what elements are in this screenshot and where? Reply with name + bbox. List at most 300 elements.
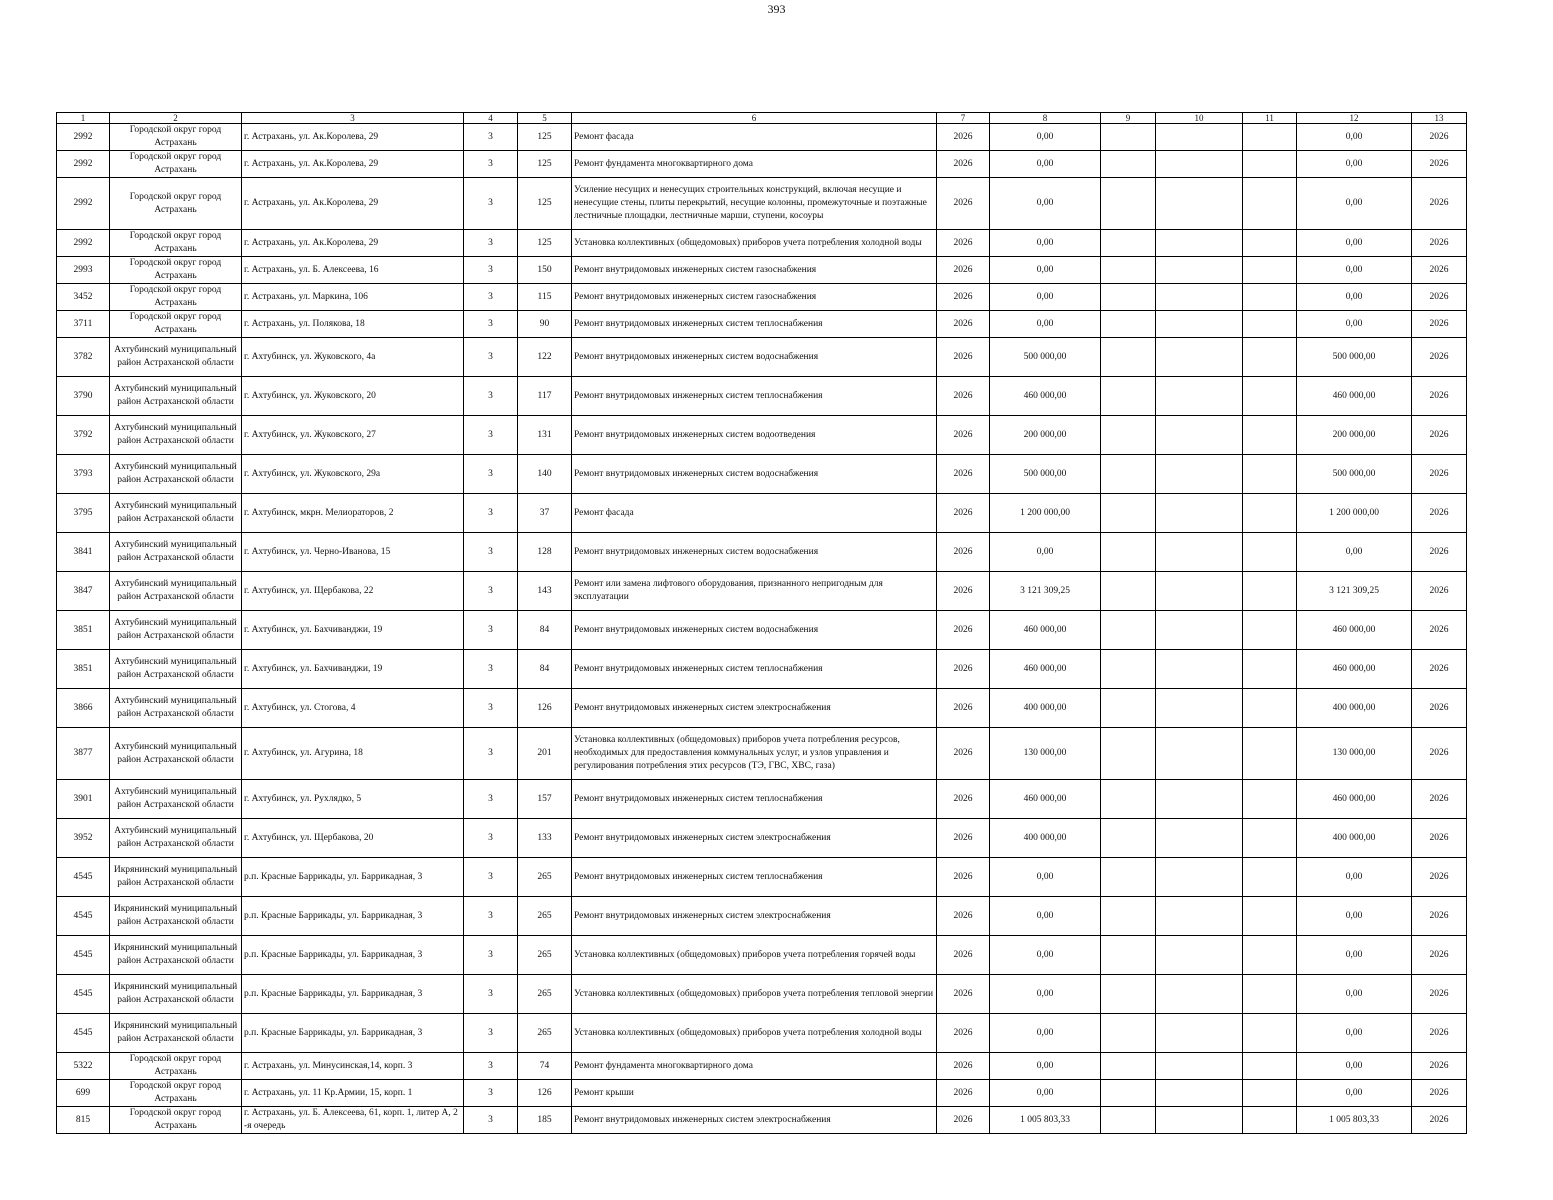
year-end-cell: 2026 xyxy=(1412,338,1467,377)
address-cell: г. Астрахань, ул. Маркина, 106 xyxy=(242,284,464,311)
municipality-cell: Ахтубинский муниципальный район Астраханской области xyxy=(110,611,242,650)
col10-cell xyxy=(1156,936,1243,975)
row-id-cell: 3901 xyxy=(57,780,110,819)
year-end-cell: 2026 xyxy=(1412,572,1467,611)
amount-cell: 0,00 xyxy=(990,284,1101,311)
address-cell: г. Ахтубинск, ул. Щербакова, 22 xyxy=(242,572,464,611)
col5-cell: 143 xyxy=(518,572,572,611)
year-end-cell: 2026 xyxy=(1412,494,1467,533)
address-cell: г. Ахтубинск, ул. Бахчиванджи, 19 xyxy=(242,650,464,689)
municipality-cell: Икрянинский муниципальный район Астраханской области xyxy=(110,858,242,897)
col10-cell xyxy=(1156,689,1243,728)
year-end-cell: 2026 xyxy=(1412,728,1467,780)
year-cell: 2026 xyxy=(937,178,990,230)
amount-cell: 0,00 xyxy=(990,124,1101,151)
amount-cell: 0,00 xyxy=(990,1014,1101,1053)
municipality-cell: Городской округ город Астрахань xyxy=(110,151,242,178)
year-cell: 2026 xyxy=(937,230,990,257)
municipality-cell: Ахтубинский муниципальный район Астраханской области xyxy=(110,338,242,377)
work-type-cell: Ремонт фундамента многоквартирного дома xyxy=(572,151,937,178)
table-row xyxy=(57,178,1467,230)
amount-total-cell: 500 000,00 xyxy=(1297,338,1412,377)
work-type-cell: Ремонт внутридомовых инженерных систем теплоснабжения xyxy=(572,377,937,416)
col4-cell: 3 xyxy=(464,650,518,689)
table-row xyxy=(57,377,1467,416)
year-end-cell: 2026 xyxy=(1412,151,1467,178)
col10-cell xyxy=(1156,611,1243,650)
year-end-cell: 2026 xyxy=(1412,455,1467,494)
row-id-cell: 3866 xyxy=(57,689,110,728)
table-row xyxy=(57,611,1467,650)
col9-cell xyxy=(1101,780,1156,819)
year-cell: 2026 xyxy=(937,936,990,975)
col9-cell xyxy=(1101,936,1156,975)
year-cell: 2026 xyxy=(937,611,990,650)
municipality-cell: Ахтубинский муниципальный район Астраханской области xyxy=(110,780,242,819)
year-end-cell: 2026 xyxy=(1412,284,1467,311)
amount-cell: 0,00 xyxy=(990,975,1101,1014)
row-id-cell: 3790 xyxy=(57,377,110,416)
col10-cell xyxy=(1156,858,1243,897)
address-cell: г. Ахтубинск, ул. Жуковского, 27 xyxy=(242,416,464,455)
year-end-cell: 2026 xyxy=(1412,689,1467,728)
col5-cell: 265 xyxy=(518,975,572,1014)
table-row xyxy=(57,975,1467,1014)
municipality-cell: Городской округ город Астрахань xyxy=(110,257,242,284)
address-cell: г. Астрахань, ул. Полякова, 18 xyxy=(242,311,464,338)
row-id-cell: 3782 xyxy=(57,338,110,377)
address-cell: р.п. Красные Баррикады, ул. Баррикадная, 3 xyxy=(242,1014,464,1053)
col4-cell: 3 xyxy=(464,124,518,151)
year-end-cell: 2026 xyxy=(1412,780,1467,819)
work-type-cell: Усиление несущих и ненесущих строительных конструкций, включая несущие и ненесущие стены, плиты перекрытий, несущие колонны, промежуточные и поэтажные лестничные площадки, лестничные марши, ступени, косоуры xyxy=(572,178,937,230)
col10-cell xyxy=(1156,1080,1243,1107)
row-id-cell: 4545 xyxy=(57,1014,110,1053)
table-row xyxy=(57,728,1467,780)
col5-cell: 84 xyxy=(518,611,572,650)
amount-total-cell: 460 000,00 xyxy=(1297,377,1412,416)
amount-total-cell: 400 000,00 xyxy=(1297,819,1412,858)
row-id-cell: 3851 xyxy=(57,611,110,650)
year-cell: 2026 xyxy=(937,494,990,533)
amount-total-cell: 130 000,00 xyxy=(1297,728,1412,780)
col10-cell xyxy=(1156,494,1243,533)
amount-total-cell: 0,00 xyxy=(1297,284,1412,311)
col4-cell: 3 xyxy=(464,819,518,858)
amount-cell: 460 000,00 xyxy=(990,377,1101,416)
column-header: 2 xyxy=(110,113,242,124)
table-row xyxy=(57,858,1467,897)
col5-cell: 125 xyxy=(518,178,572,230)
work-type-cell: Установка коллективных (общедомовых) приборов учета потребления холодной воды xyxy=(572,230,937,257)
year-cell: 2026 xyxy=(937,338,990,377)
year-cell: 2026 xyxy=(937,455,990,494)
work-type-cell: Ремонт внутридомовых инженерных систем теплоснабжения xyxy=(572,650,937,689)
amount-cell: 400 000,00 xyxy=(990,689,1101,728)
address-cell: г. Ахтубинск, ул. Агурина, 18 xyxy=(242,728,464,780)
page-number: 393 xyxy=(767,2,786,16)
year-end-cell: 2026 xyxy=(1412,230,1467,257)
amount-total-cell: 0,00 xyxy=(1297,533,1412,572)
col5-cell: 126 xyxy=(518,1080,572,1107)
amount-total-cell: 0,00 xyxy=(1297,1080,1412,1107)
col5-cell: 131 xyxy=(518,416,572,455)
year-end-cell: 2026 xyxy=(1412,936,1467,975)
municipality-cell: Икрянинский муниципальный район Астраханской области xyxy=(110,1014,242,1053)
column-header: 7 xyxy=(937,113,990,124)
amount-total-cell: 0,00 xyxy=(1297,897,1412,936)
work-plan-table xyxy=(56,112,1467,1134)
col9-cell xyxy=(1101,650,1156,689)
col10-cell xyxy=(1156,178,1243,230)
row-id-cell: 2992 xyxy=(57,124,110,151)
year-cell: 2026 xyxy=(937,1080,990,1107)
row-id-cell: 3795 xyxy=(57,494,110,533)
year-cell: 2026 xyxy=(937,689,990,728)
address-cell: г. Ахтубинск, ул. Рухлядко, 5 xyxy=(242,780,464,819)
municipality-cell: Городской округ город Астрахань xyxy=(110,1107,242,1134)
work-type-cell: Ремонт фасада xyxy=(572,124,937,151)
row-id-cell: 4545 xyxy=(57,936,110,975)
address-cell: г. Астрахань, ул. Ак.Королева, 29 xyxy=(242,230,464,257)
work-type-cell: Ремонт внутридомовых инженерных систем водоснабжения xyxy=(572,455,937,494)
amount-total-cell: 0,00 xyxy=(1297,858,1412,897)
amount-total-cell: 400 000,00 xyxy=(1297,689,1412,728)
col9-cell xyxy=(1101,533,1156,572)
year-end-cell: 2026 xyxy=(1412,178,1467,230)
year-end-cell: 2026 xyxy=(1412,819,1467,858)
col11-cell xyxy=(1243,416,1297,455)
amount-total-cell: 0,00 xyxy=(1297,230,1412,257)
work-type-cell: Ремонт внутридомовых инженерных систем теплоснабжения xyxy=(572,858,937,897)
municipality-cell: Городской округ город Астрахань xyxy=(110,284,242,311)
year-end-cell: 2026 xyxy=(1412,1014,1467,1053)
col9-cell xyxy=(1101,689,1156,728)
address-cell: г. Астрахань, ул. Б. Алексеева, 61, корп. 1, литер А, 2 -я очередь xyxy=(242,1107,464,1134)
col5-cell: 125 xyxy=(518,124,572,151)
municipality-cell: Ахтубинский муниципальный район Астраханской области xyxy=(110,377,242,416)
amount-cell: 0,00 xyxy=(990,533,1101,572)
col10-cell xyxy=(1156,728,1243,780)
year-cell: 2026 xyxy=(937,377,990,416)
table-row xyxy=(57,416,1467,455)
col11-cell xyxy=(1243,494,1297,533)
col11-cell xyxy=(1243,284,1297,311)
column-header: 9 xyxy=(1101,113,1156,124)
col4-cell: 3 xyxy=(464,1080,518,1107)
address-cell: г. Ахтубинск, ул. Жуковского, 4а xyxy=(242,338,464,377)
amount-cell: 0,00 xyxy=(990,257,1101,284)
year-cell: 2026 xyxy=(937,897,990,936)
address-cell: г. Ахтубинск, мкрн. Мелиораторов, 2 xyxy=(242,494,464,533)
year-end-cell: 2026 xyxy=(1412,416,1467,455)
address-cell: р.п. Красные Баррикады, ул. Баррикадная, 3 xyxy=(242,897,464,936)
col5-cell: 150 xyxy=(518,257,572,284)
col11-cell xyxy=(1243,257,1297,284)
table-row xyxy=(57,936,1467,975)
col11-cell xyxy=(1243,338,1297,377)
col10-cell xyxy=(1156,572,1243,611)
work-type-cell: Ремонт внутридомовых инженерных систем электроснабжения xyxy=(572,819,937,858)
amount-cell: 1 005 803,33 xyxy=(990,1107,1101,1134)
year-end-cell: 2026 xyxy=(1412,533,1467,572)
municipality-cell: Городской округ город Астрахань xyxy=(110,124,242,151)
row-id-cell: 3952 xyxy=(57,819,110,858)
table-body xyxy=(57,124,1467,1134)
municipality-cell: Городской округ город Астрахань xyxy=(110,178,242,230)
table-row xyxy=(57,284,1467,311)
amount-total-cell: 460 000,00 xyxy=(1297,780,1412,819)
amount-total-cell: 200 000,00 xyxy=(1297,416,1412,455)
col4-cell: 3 xyxy=(464,151,518,178)
table-row xyxy=(57,689,1467,728)
col10-cell xyxy=(1156,1053,1243,1080)
col5-cell: 265 xyxy=(518,936,572,975)
col4-cell: 3 xyxy=(464,975,518,1014)
address-cell: г. Астрахань, ул. Б. Алексеева, 16 xyxy=(242,257,464,284)
col9-cell xyxy=(1101,1080,1156,1107)
amount-total-cell: 0,00 xyxy=(1297,311,1412,338)
work-type-cell: Ремонт или замена лифтового оборудования, признанного непригодным для эксплуатации xyxy=(572,572,937,611)
municipality-cell: Городской округ город Астрахань xyxy=(110,230,242,257)
table-row xyxy=(57,650,1467,689)
table-row xyxy=(57,257,1467,284)
col9-cell xyxy=(1101,611,1156,650)
col11-cell xyxy=(1243,858,1297,897)
col4-cell: 3 xyxy=(464,311,518,338)
col5-cell: 128 xyxy=(518,533,572,572)
year-end-cell: 2026 xyxy=(1412,311,1467,338)
year-cell: 2026 xyxy=(937,151,990,178)
col11-cell xyxy=(1243,230,1297,257)
year-end-cell: 2026 xyxy=(1412,1053,1467,1080)
address-cell: р.п. Красные Баррикады, ул. Баррикадная, 3 xyxy=(242,975,464,1014)
col4-cell: 3 xyxy=(464,689,518,728)
column-number-row xyxy=(57,113,1467,124)
municipality-cell: Икрянинский муниципальный район Астраханской области xyxy=(110,975,242,1014)
col9-cell xyxy=(1101,728,1156,780)
col4-cell: 3 xyxy=(464,897,518,936)
col11-cell xyxy=(1243,819,1297,858)
col5-cell: 157 xyxy=(518,780,572,819)
col4-cell: 3 xyxy=(464,858,518,897)
col4-cell: 3 xyxy=(464,455,518,494)
col11-cell xyxy=(1243,151,1297,178)
column-header: 3 xyxy=(242,113,464,124)
table-row xyxy=(57,455,1467,494)
work-type-cell: Установка коллективных (общедомовых) приборов учета потребления ресурсов, необходимых для предоставления коммунальных услуг, и узлов управления и регулирования потребления этих ресурсов (ТЭ, ГВС, ХВС, газа) xyxy=(572,728,937,780)
work-type-cell: Ремонт фасада xyxy=(572,494,937,533)
amount-total-cell: 0,00 xyxy=(1297,257,1412,284)
col10-cell xyxy=(1156,377,1243,416)
address-cell: г. Ахтубинск, ул. Щербакова, 20 xyxy=(242,819,464,858)
municipality-cell: Ахтубинский муниципальный район Астраханской области xyxy=(110,650,242,689)
amount-cell: 0,00 xyxy=(990,178,1101,230)
year-end-cell: 2026 xyxy=(1412,897,1467,936)
amount-total-cell: 0,00 xyxy=(1297,1014,1412,1053)
col11-cell xyxy=(1243,377,1297,416)
municipality-cell: Ахтубинский муниципальный район Астраханской области xyxy=(110,689,242,728)
amount-total-cell: 0,00 xyxy=(1297,178,1412,230)
col5-cell: 140 xyxy=(518,455,572,494)
municipality-cell: Ахтубинский муниципальный район Астраханской области xyxy=(110,819,242,858)
col4-cell: 3 xyxy=(464,572,518,611)
work-type-cell: Ремонт внутридомовых инженерных систем газоснабжения xyxy=(572,284,937,311)
amount-cell: 0,00 xyxy=(990,311,1101,338)
year-end-cell: 2026 xyxy=(1412,611,1467,650)
col11-cell xyxy=(1243,975,1297,1014)
col10-cell xyxy=(1156,151,1243,178)
amount-total-cell: 0,00 xyxy=(1297,975,1412,1014)
table-row xyxy=(57,572,1467,611)
col11-cell xyxy=(1243,455,1297,494)
amount-total-cell: 1 200 000,00 xyxy=(1297,494,1412,533)
work-type-cell: Ремонт внутридомовых инженерных систем газоснабжения xyxy=(572,257,937,284)
row-id-cell: 4545 xyxy=(57,975,110,1014)
col5-cell: 125 xyxy=(518,230,572,257)
col9-cell xyxy=(1101,284,1156,311)
year-end-cell: 2026 xyxy=(1412,1107,1467,1134)
col9-cell xyxy=(1101,1014,1156,1053)
col5-cell: 37 xyxy=(518,494,572,533)
work-type-cell: Установка коллективных (общедомовых) приборов учета потребления горячей воды xyxy=(572,936,937,975)
row-id-cell: 699 xyxy=(57,1080,110,1107)
amount-cell: 0,00 xyxy=(990,936,1101,975)
column-header: 12 xyxy=(1297,113,1412,124)
column-header: 6 xyxy=(572,113,937,124)
amount-total-cell: 0,00 xyxy=(1297,151,1412,178)
col11-cell xyxy=(1243,124,1297,151)
col11-cell xyxy=(1243,780,1297,819)
year-end-cell: 2026 xyxy=(1412,124,1467,151)
col10-cell xyxy=(1156,1014,1243,1053)
year-cell: 2026 xyxy=(937,858,990,897)
col9-cell xyxy=(1101,416,1156,455)
col9-cell xyxy=(1101,572,1156,611)
col4-cell: 3 xyxy=(464,728,518,780)
municipality-cell: Ахтубинский муниципальный район Астраханской области xyxy=(110,494,242,533)
municipality-cell: Ахтубинский муниципальный район Астраханской области xyxy=(110,728,242,780)
col5-cell: 126 xyxy=(518,689,572,728)
col5-cell: 185 xyxy=(518,1107,572,1134)
col9-cell xyxy=(1101,124,1156,151)
col5-cell: 74 xyxy=(518,1053,572,1080)
row-id-cell: 4545 xyxy=(57,858,110,897)
column-header: 1 xyxy=(57,113,110,124)
year-end-cell: 2026 xyxy=(1412,858,1467,897)
row-id-cell: 3792 xyxy=(57,416,110,455)
address-cell: г. Ахтубинск, ул. Стогова, 4 xyxy=(242,689,464,728)
amount-cell: 0,00 xyxy=(990,1053,1101,1080)
amount-total-cell: 3 121 309,25 xyxy=(1297,572,1412,611)
col9-cell xyxy=(1101,455,1156,494)
address-cell: г. Астрахань, ул. Минусинская,14, корп. 3 xyxy=(242,1053,464,1080)
col10-cell xyxy=(1156,780,1243,819)
col5-cell: 265 xyxy=(518,1014,572,1053)
municipality-cell: Ахтубинский муниципальный район Астраханской области xyxy=(110,416,242,455)
municipality-cell: Городской округ город Астрахань xyxy=(110,1080,242,1107)
year-cell: 2026 xyxy=(937,819,990,858)
col10-cell xyxy=(1156,1107,1243,1134)
amount-cell: 500 000,00 xyxy=(990,338,1101,377)
amount-total-cell: 0,00 xyxy=(1297,124,1412,151)
table-row xyxy=(57,533,1467,572)
amount-total-cell: 1 005 803,33 xyxy=(1297,1107,1412,1134)
col10-cell xyxy=(1156,124,1243,151)
amount-cell: 460 000,00 xyxy=(990,611,1101,650)
col10-cell xyxy=(1156,311,1243,338)
work-type-cell: Ремонт внутридомовых инженерных систем электроснабжения xyxy=(572,1107,937,1134)
col11-cell xyxy=(1243,1014,1297,1053)
col10-cell xyxy=(1156,284,1243,311)
work-type-cell: Ремонт внутридомовых инженерных систем теплоснабжения xyxy=(572,780,937,819)
address-cell: г. Ахтубинск, ул. Бахчиванджи, 19 xyxy=(242,611,464,650)
col9-cell xyxy=(1101,1053,1156,1080)
col5-cell: 90 xyxy=(518,311,572,338)
col4-cell: 3 xyxy=(464,377,518,416)
year-cell: 2026 xyxy=(937,257,990,284)
col10-cell xyxy=(1156,897,1243,936)
col9-cell xyxy=(1101,257,1156,284)
amount-cell: 0,00 xyxy=(990,897,1101,936)
work-type-cell: Ремонт внутридомовых инженерных систем электроснабжения xyxy=(572,689,937,728)
col11-cell xyxy=(1243,1053,1297,1080)
col9-cell xyxy=(1101,230,1156,257)
table-row xyxy=(57,1053,1467,1080)
amount-cell: 0,00 xyxy=(990,230,1101,257)
col11-cell xyxy=(1243,311,1297,338)
municipality-cell: Икрянинский муниципальный район Астраханской области xyxy=(110,897,242,936)
row-id-cell: 3877 xyxy=(57,728,110,780)
col10-cell xyxy=(1156,819,1243,858)
amount-cell: 0,00 xyxy=(990,858,1101,897)
year-cell: 2026 xyxy=(937,416,990,455)
year-cell: 2026 xyxy=(937,572,990,611)
table-row xyxy=(57,338,1467,377)
col11-cell xyxy=(1243,611,1297,650)
year-cell: 2026 xyxy=(937,124,990,151)
year-cell: 2026 xyxy=(937,1053,990,1080)
col11-cell xyxy=(1243,178,1297,230)
year-cell: 2026 xyxy=(937,1107,990,1134)
amount-total-cell: 0,00 xyxy=(1297,936,1412,975)
row-id-cell: 2992 xyxy=(57,230,110,257)
amount-total-cell: 460 000,00 xyxy=(1297,650,1412,689)
amount-cell: 130 000,00 xyxy=(990,728,1101,780)
municipality-cell: Городской округ город Астрахань xyxy=(110,311,242,338)
col11-cell xyxy=(1243,936,1297,975)
col9-cell xyxy=(1101,338,1156,377)
row-id-cell: 3847 xyxy=(57,572,110,611)
work-type-cell: Ремонт внутридомовых инженерных систем водоснабжения xyxy=(572,611,937,650)
work-type-cell: Ремонт крыши xyxy=(572,1080,937,1107)
address-cell: р.п. Красные Баррикады, ул. Баррикадная, 3 xyxy=(242,936,464,975)
row-id-cell: 3711 xyxy=(57,311,110,338)
year-cell: 2026 xyxy=(937,311,990,338)
amount-cell: 460 000,00 xyxy=(990,650,1101,689)
year-end-cell: 2026 xyxy=(1412,1080,1467,1107)
col5-cell: 125 xyxy=(518,151,572,178)
address-cell: г. Астрахань, ул. Ак.Королева, 29 xyxy=(242,178,464,230)
year-cell: 2026 xyxy=(937,975,990,1014)
col4-cell: 3 xyxy=(464,230,518,257)
col11-cell xyxy=(1243,897,1297,936)
amount-cell: 460 000,00 xyxy=(990,780,1101,819)
table-row xyxy=(57,819,1467,858)
col4-cell: 3 xyxy=(464,178,518,230)
amount-cell: 0,00 xyxy=(990,1080,1101,1107)
column-header: 4 xyxy=(464,113,518,124)
